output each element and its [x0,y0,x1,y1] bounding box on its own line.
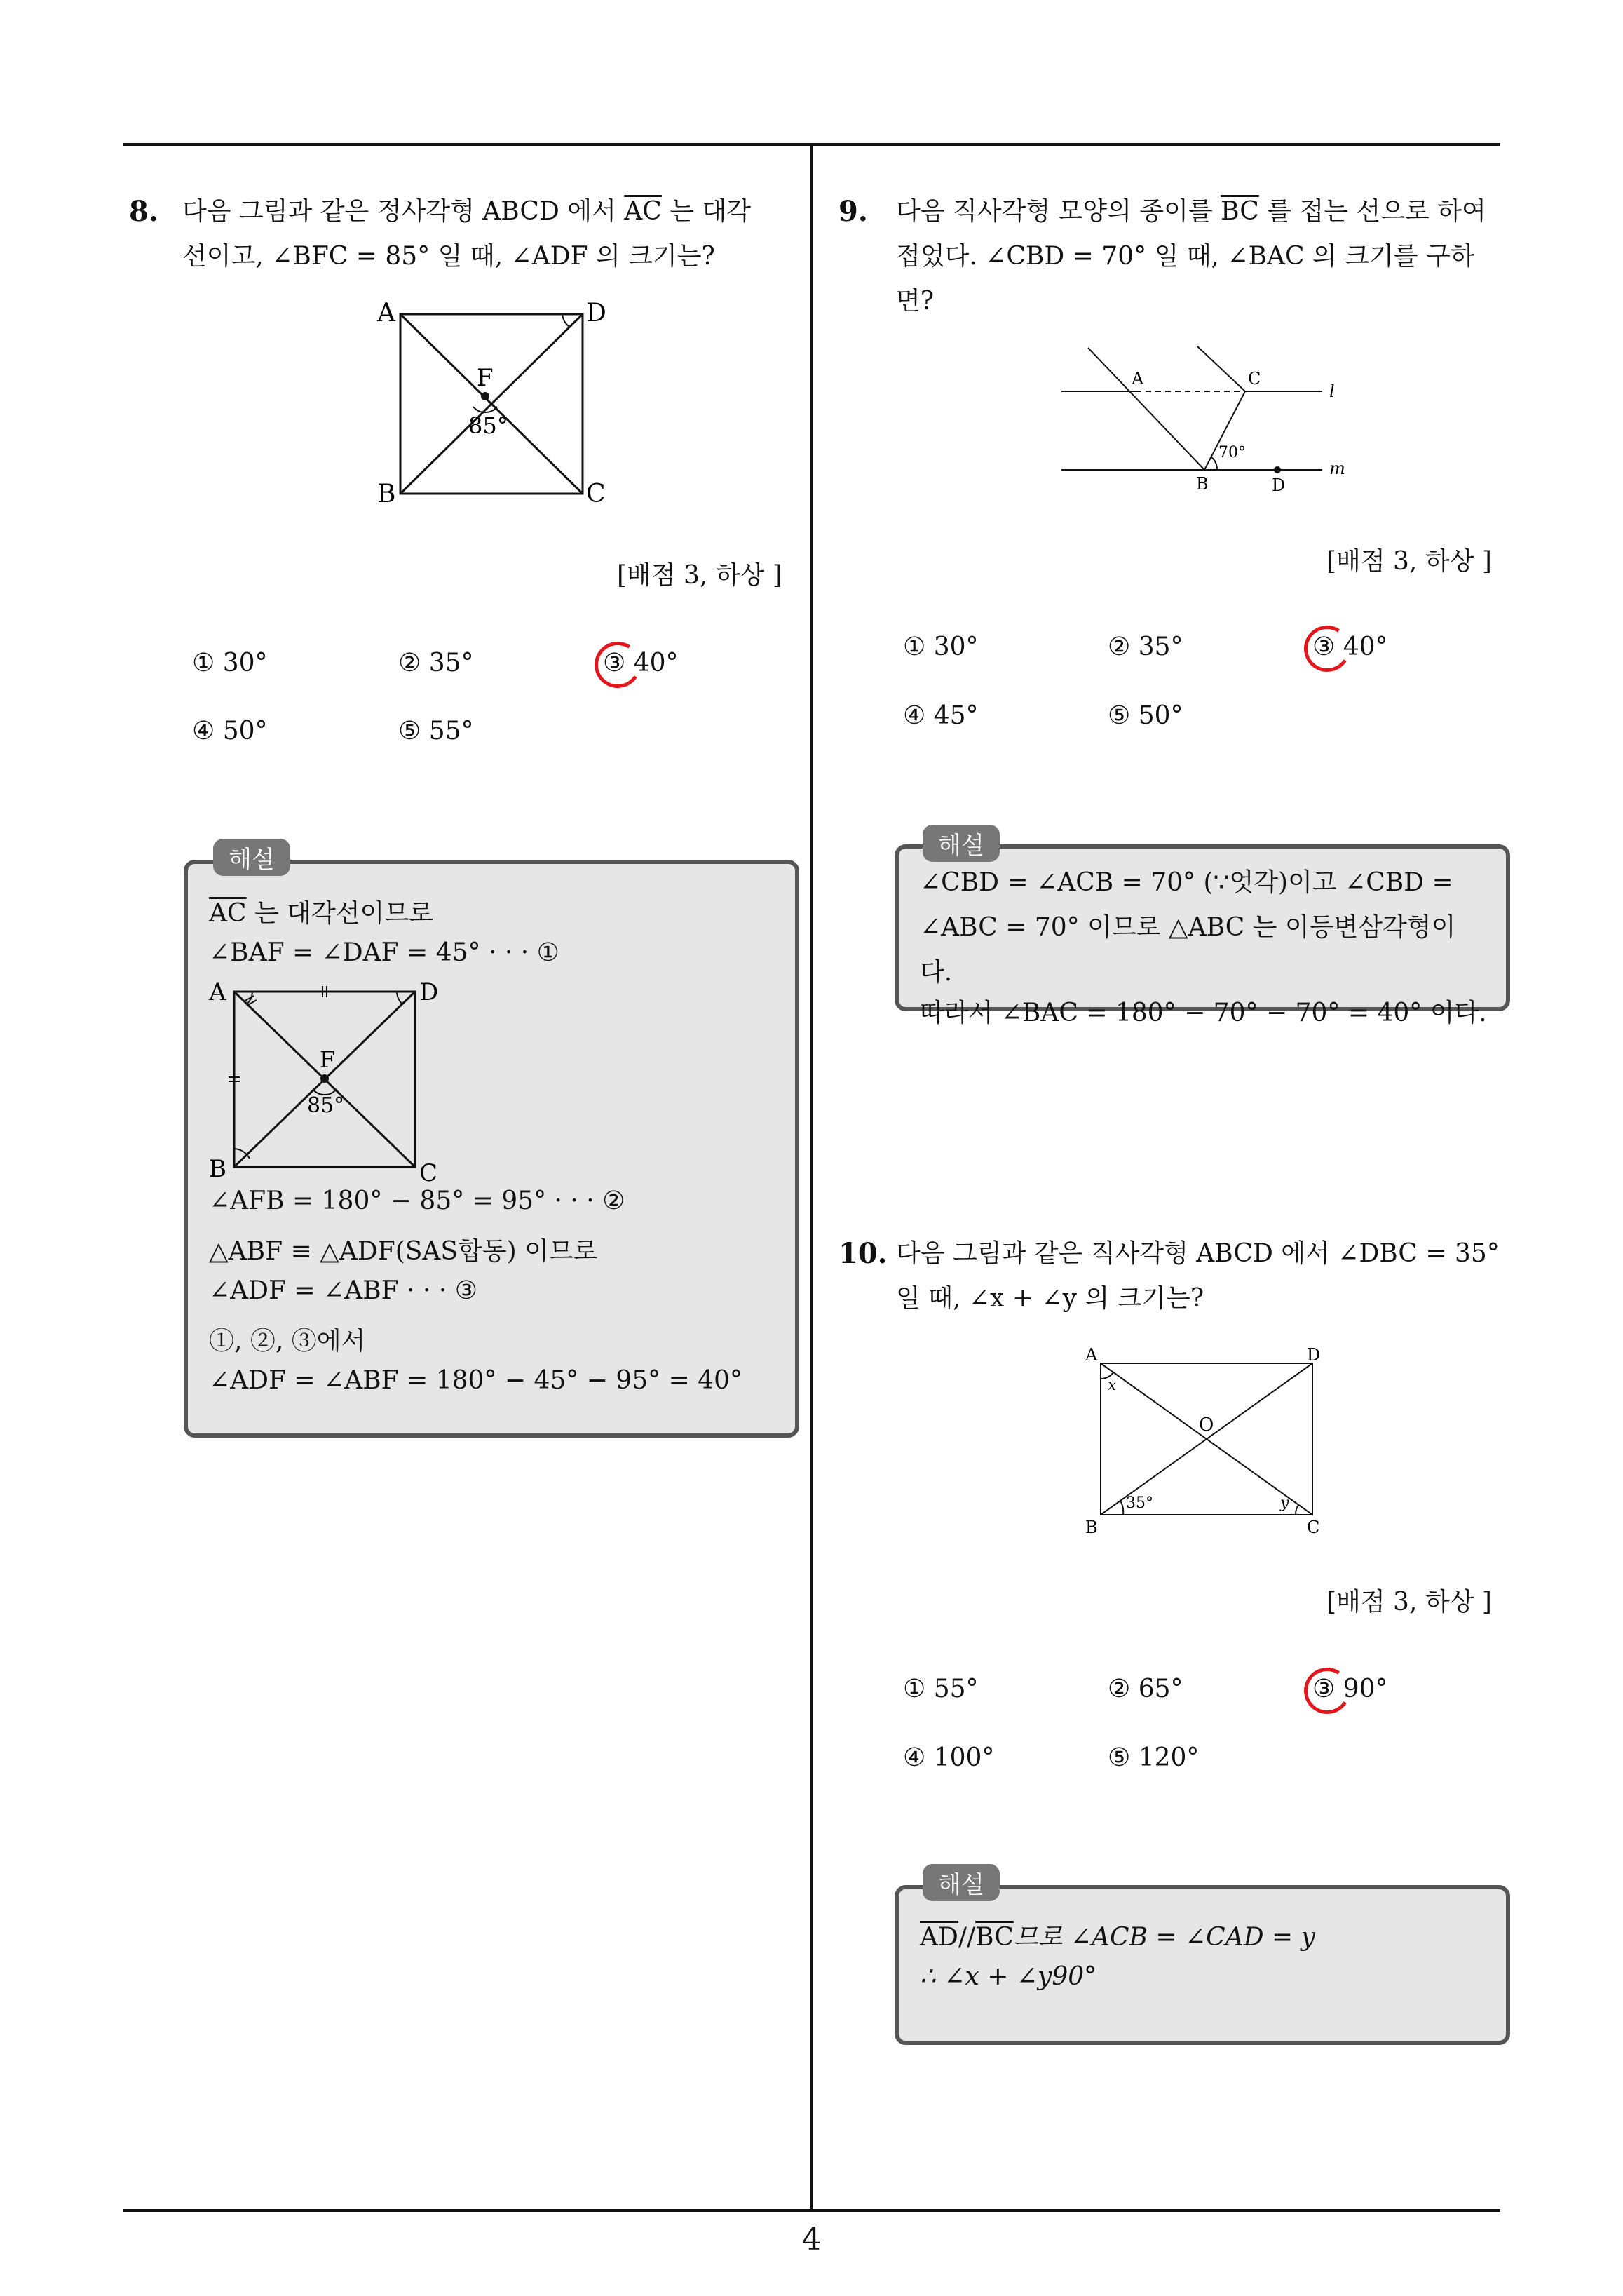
explanation-line: ∠BAF = ∠DAF = 45° · · · ① [209,938,559,967]
point-b-label: B [1196,474,1209,494]
question-text [896,1231,1513,1321]
question-text-line: 일 때, ∠x + ∠y 의 크기는? [896,1284,1204,1313]
segment-ac: $\overline{AC}$ [624,197,662,226]
point-d-label: D [1272,475,1286,495]
vertex-a-label: A [1085,1345,1098,1365]
line-m-label: m [1329,459,1345,478]
explanation-line: ∴ ∠x + ∠y90° [920,1962,1097,1991]
explanation-line [209,893,433,929]
vertex-a-label: A [377,299,395,327]
question-text [182,189,806,279]
explanation-box [895,1885,1510,2045]
angle-x-label: x [1108,1377,1117,1394]
segment-bc: $\overline{BC}$ [975,1923,1014,1952]
choice-3[interactable]: ③ 40° [1312,633,1388,661]
question-number: 9. [838,195,868,228]
score-info: [배점 3, 하상 ] [617,561,782,590]
choice-3[interactable]: ③ 40° [603,649,679,677]
question-number: 8. [129,195,158,228]
vertex-a-label: A [209,978,226,1006]
angle-label: 85° [307,1093,345,1118]
q9-folded-paper-figure [1052,337,1360,498]
choice-2[interactable]: ② 35° [398,649,474,677]
explanation-line: △ABF ≡ △ADF(SAS합동) 이므로 [209,1237,598,1266]
explanation-line: ∠AFB = 180° − 85° = 95° · · · ② [209,1187,625,1215]
choice-1[interactable]: ① 30° [192,649,268,677]
line-l-label: l [1329,381,1335,401]
explanation-tag: 해설 [923,1864,1000,1901]
vertex-b-label: B [1085,1518,1098,1537]
explanation-line: ①, ②, ③에서 [209,1327,366,1356]
explanation-line: 따라서 ∠BAC = 180° − 70° − 70° = 40° 이다. [920,999,1487,1027]
question-text-line: 접었다. ∠CBD = 70° 일 때, ∠BAC 의 크기를 구하 [896,242,1475,271]
parallel-symbol: // [958,1923,976,1952]
segment-ad: $\overline{AD}$ [920,1923,958,1952]
point-o-label: O [1199,1414,1214,1436]
vertex-d-label: D [419,978,439,1006]
choice-4[interactable]: ④ 50° [192,717,268,745]
angle-y-label: y [1280,1494,1289,1512]
answer-mark-circle [1300,1663,1354,1718]
answer-mark-circle [1300,621,1354,676]
question-text-line: 다음 그림과 같은 직사각형 ABCD 에서 ∠DBC = 35° [896,1239,1500,1268]
vertex-b-label: B [377,480,396,508]
vertex-c-label: C [1307,1518,1320,1537]
vertex-c-label: C [586,480,606,508]
question-text-line: 선이고, ∠BFC = 85° 일 때, ∠ADF 의 크기는? [182,242,715,271]
q10-rectangle-figure [1073,1339,1339,1543]
explanation-tag: 해설 [923,825,1000,862]
vertex-d-label: D [586,299,606,327]
explanation-text: 므로 ∠ACB = ∠CAD = y [1013,1923,1315,1952]
choice-2[interactable]: ② 35° [1108,633,1183,661]
question-text-line: 다음 직사각형 모양의 종이를 [896,197,1221,226]
explanation-line: ∠ABC = 70° 이므로 △ABC 는 이등변삼각형이 [920,913,1456,942]
explanation-line: ∠ADF = ∠ABF = 180° − 45° − 95° = 40° [209,1366,742,1395]
explanation-tag: 해설 [213,839,290,876]
question-text [896,189,1513,324]
explanation-line: ∠ADF = ∠ABF · · · ③ [209,1276,478,1305]
choice-5[interactable]: ⑤ 120° [1108,1743,1200,1772]
question-number: 10. [838,1237,888,1270]
segment-ac: $\overline{AC}$ [209,899,247,928]
score-info: [배점 3, 하상 ] [1326,547,1492,576]
question-text-line: 는 대각 [661,197,752,226]
explanation-box [895,844,1510,1027]
explanation-line: ∠CBD = ∠ACB = 70° (∵엇각)이고 ∠CBD = [920,868,1453,897]
choice-1[interactable]: ① 55° [903,1675,979,1703]
choice-5[interactable]: ⑤ 50° [1108,701,1183,730]
angle-label: 85° [468,412,508,439]
explanation-square-figure [201,973,453,1184]
question-text-line: 면? [896,287,935,316]
choice-4[interactable]: ④ 45° [903,701,979,730]
q8-square-figure [365,295,617,512]
vertex-c-label: C [419,1159,438,1184]
angle-label: 35° [1126,1494,1153,1512]
point-f-label: F [477,364,494,392]
point-a-label: A [1132,369,1144,389]
segment-bc: $\overline{BC}$ [1221,197,1259,226]
explanation-text: 는 대각선이므로 [246,899,433,928]
choice-3[interactable]: ③ 90° [1312,1675,1388,1703]
point-f-label: F [320,1046,336,1073]
question-text-line: 를 접는 선으로 하여 [1258,197,1486,226]
question-text-line: 다음 그림과 같은 정사각형 ABCD 에서 [182,197,625,226]
choice-2[interactable]: ② 65° [1108,1675,1183,1703]
bottom-rule [123,2209,1500,2212]
page-number: 4 [801,2222,822,2257]
vertex-b-label: B [209,1155,226,1183]
choice-4[interactable]: ④ 100° [903,1743,995,1772]
choice-1[interactable]: ① 30° [903,633,979,661]
explanation-line: 다. [920,958,953,987]
explanation-line [920,1917,1315,1953]
column-divider [810,144,813,2210]
explanation-box [184,860,799,1438]
vertex-d-label: D [1307,1345,1321,1365]
choice-5[interactable]: ⑤ 55° [398,717,474,745]
angle-label: 70° [1218,444,1246,461]
answer-mark-circle [590,637,645,692]
point-c-label: C [1248,369,1261,389]
score-info: [배점 3, 하상 ] [1326,1588,1492,1616]
